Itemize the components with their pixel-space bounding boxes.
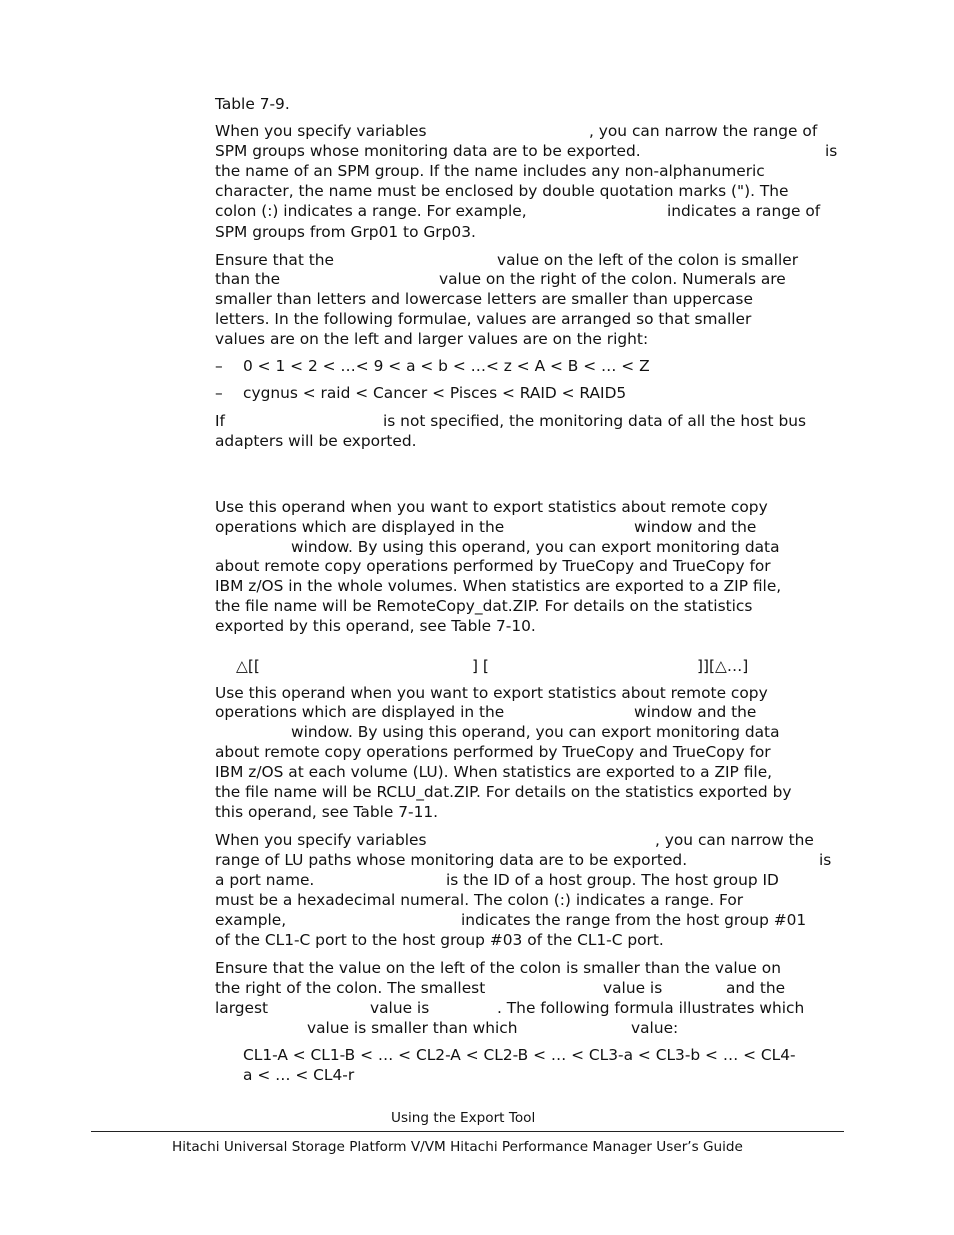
text-line: CL1-A < CL1-B < … < CL2-A < CL2-B < … < CL3-a < CL3-b < … < CL4- (243, 1046, 796, 1064)
text-line: character, the name must be enclosed by double quotation marks ("). The (215, 182, 789, 200)
text-line: Use this operand when you want to export statistics about remote copy (215, 684, 768, 702)
text-line: and the (726, 979, 786, 997)
text-line: Ensure that the (215, 251, 335, 269)
footer-section-title: Using the Export Tool (391, 1110, 536, 1126)
text-line: adapters will be exported. (215, 432, 417, 450)
text-line: , you can narrow the range of (589, 122, 818, 140)
text-line: operations which are displayed in the (215, 703, 505, 721)
text-line: the name of an SPM group. If the name includes any non-alphanumeric (215, 162, 765, 180)
text-line: is the ID of a host group. The host group ID (446, 871, 779, 889)
text-line: operations which are displayed in the (215, 518, 505, 536)
bullet-dash: – (215, 384, 223, 402)
text-line: is not specified, the monitoring data of all the host bus (383, 412, 807, 430)
syntax-part: ] [ (472, 657, 489, 675)
bullet-item: cygnus < raid < Cancer < Pisces < RAID < RAID5 (243, 384, 627, 402)
text-line: Table 7-9. (215, 95, 290, 113)
text-line: window. By using this operand, you can export monitoring data (291, 538, 780, 556)
text-line: exported by this operand, see Table 7-10. (215, 617, 536, 635)
text-line: SPM groups whose monitoring data are to be exported. (215, 142, 641, 160)
text-line: largest (215, 999, 269, 1017)
text-line: value is smaller than which (307, 1019, 518, 1037)
text-line: value on the right of the colon. Numerals are (439, 270, 786, 288)
text-line: value is (603, 979, 663, 997)
text-line: a < … < CL4-r (243, 1066, 355, 1084)
text-line: Ensure that the value on the left of the colon is smaller than the value on (215, 959, 781, 977)
text-line: of the CL1-C port to the host group #03 of the CL1-C port. (215, 931, 664, 949)
text-line: about remote copy operations performed by TrueCopy and TrueCopy for (215, 557, 771, 575)
text-line: is (825, 142, 838, 160)
text-line: indicates the range from the host group #01 (461, 911, 807, 929)
text-line: When you specify variables (215, 831, 427, 849)
text-line: indicates a range of (667, 202, 821, 220)
text-line: a port name. (215, 871, 315, 889)
text-line: about remote copy operations performed by TrueCopy and TrueCopy for (215, 743, 771, 761)
text-line: this operand, see Table 7-11. (215, 803, 439, 821)
syntax-part: ]][△…] (697, 657, 749, 675)
text-line: must be a hexadecimal numeral. The colon (:) indicates a range. For (215, 891, 744, 909)
text-line: When you specify variables (215, 122, 427, 140)
text-line: , you can narrow the (655, 831, 814, 849)
text-line: window and the (634, 518, 757, 536)
bullet-dash: – (215, 357, 223, 375)
text-line: value on the left of the colon is smaller (497, 251, 799, 269)
text-line: window. By using this operand, you can export monitoring data (291, 723, 780, 741)
text-line: Use this operand when you want to export statistics about remote copy (215, 498, 768, 516)
text-line: the right of the colon. The smallest (215, 979, 486, 997)
text-line: example, (215, 911, 287, 929)
text-line: IBM z/OS in the whole volumes. When statistics are exported to a ZIP file, (215, 577, 782, 595)
text-line: colon (:) indicates a range. For example, (215, 202, 527, 220)
text-line: If (215, 412, 225, 430)
text-line: range of LU paths whose monitoring data are to be exported. (215, 851, 688, 869)
syntax-part: △[[ (236, 657, 260, 675)
footer-divider (91, 1131, 844, 1132)
text-line: the file name will be RCLU_dat.ZIP. For details on the statistics exported by (215, 783, 792, 801)
text-line: value: (631, 1019, 679, 1037)
text-line: value is (370, 999, 430, 1017)
text-line: smaller than letters and lowercase letters are smaller than uppercase (215, 290, 753, 308)
text-line: than the (215, 270, 281, 288)
text-line: SPM groups from Grp01 to Grp03. (215, 223, 476, 241)
text-line: letters. In the following formulae, values are arranged so that smaller (215, 310, 752, 328)
text-line: is (819, 851, 832, 869)
bullet-item: 0 < 1 < 2 < …< 9 < a < b < …< z < A < B < … < Z (243, 357, 650, 375)
text-line: the file name will be RemoteCopy_dat.ZIP. For details on the statistics (215, 597, 753, 615)
text-line: values are on the left and larger values are on the right: (215, 330, 649, 348)
text-line: IBM z/OS at each volume (LU). When statistics are exported to a ZIP file, (215, 763, 773, 781)
footer-book-title: Hitachi Universal Storage Platform V/VM Hitachi Performance Manager User’s Guide (172, 1139, 743, 1155)
text-line: window and the (634, 703, 757, 721)
text-line: . The following formula illustrates which (497, 999, 805, 1017)
